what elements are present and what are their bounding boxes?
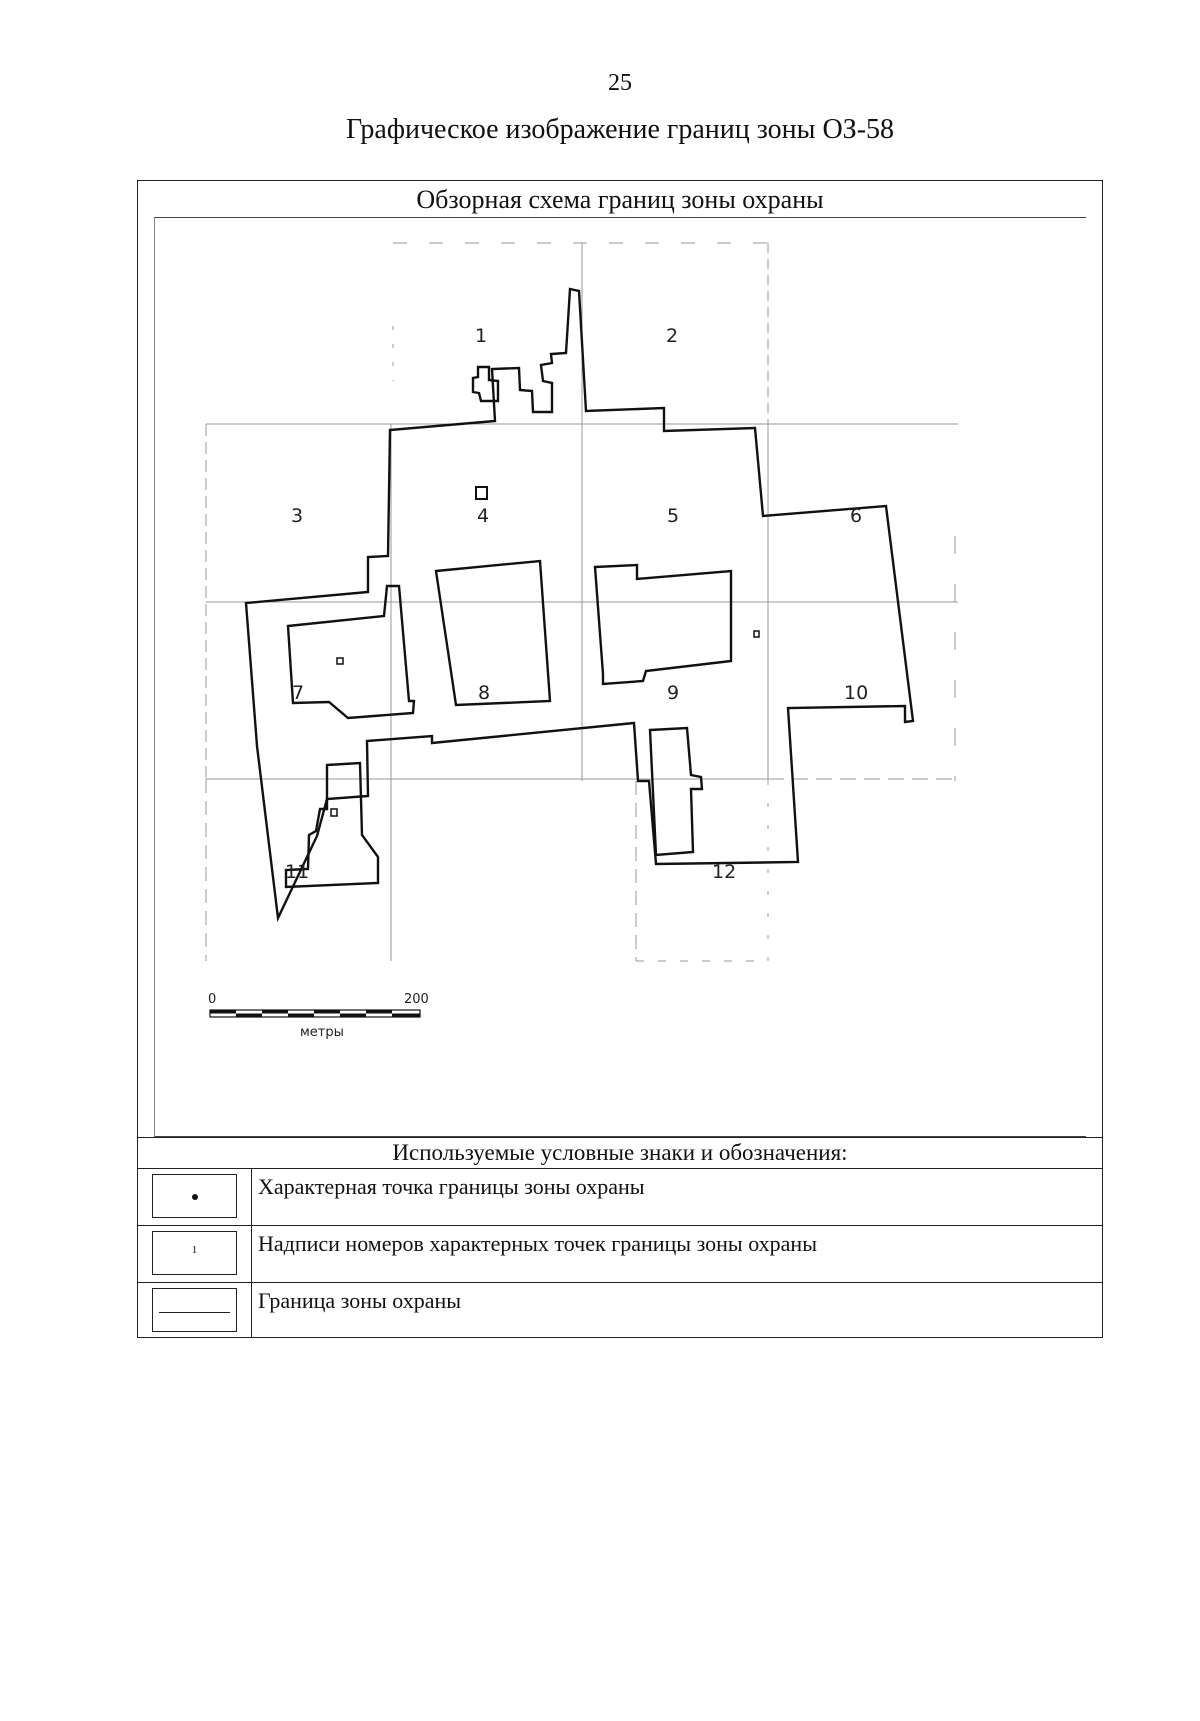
legend-description: Граница зоны охраны: [258, 1288, 462, 1313]
sheet-label: 2: [666, 325, 679, 347]
square-mark: [476, 487, 487, 499]
number-label-icon: 1: [191, 1244, 198, 1256]
sheet-label: 3: [291, 505, 304, 527]
page-number: 25: [608, 70, 632, 96]
sheet-label: 7: [292, 682, 305, 704]
sheet-label: 10: [844, 682, 869, 704]
point-marker-icon: [192, 1194, 198, 1200]
main-boundary-polygon: [246, 289, 913, 918]
map-sheet: [137, 180, 1103, 1338]
legend-description: Характерная точка границы зоны охраны: [258, 1174, 645, 1199]
courtyard-polygon: [436, 561, 550, 705]
sheet-label: 8: [478, 682, 491, 704]
overview-map: [138, 181, 1104, 1137]
sheet-label: 1: [475, 325, 488, 347]
courtyard-polygon: [650, 728, 702, 855]
sheet-label: 9: [667, 682, 680, 704]
courtyard-polygon: [595, 565, 731, 684]
scale-start-label: 0: [208, 992, 217, 1007]
legend-row: [138, 1169, 1102, 1226]
sheet-label: 5: [667, 505, 680, 527]
sheet-label: 11: [285, 861, 310, 883]
square-mark: [754, 631, 759, 637]
legend-row: [138, 1226, 1102, 1283]
legend-row: [138, 1283, 1102, 1337]
zone-boundary: [246, 289, 913, 918]
sheet-label: 6: [850, 505, 863, 527]
document-title: Графическое изображение границ зоны ОЗ-58: [345, 114, 895, 145]
sheet-labels: [285, 325, 868, 883]
scale-unit-label: метры: [300, 1025, 344, 1040]
legend-title: Используемые условные знаки и обозначения:: [138, 1137, 1102, 1169]
sheet-label: 4: [477, 505, 490, 527]
boundary-line-icon: [159, 1312, 230, 1313]
sheet-label: 12: [712, 861, 737, 883]
square-mark: [331, 809, 337, 816]
square-mark: [337, 658, 343, 664]
small-marks: [331, 487, 759, 816]
scale-bar: [208, 992, 429, 1040]
legend-description: Надписи номеров характерных точек границы зоны охраны: [258, 1231, 817, 1256]
courtyard-polygon: [288, 586, 414, 718]
scale-end-label: 200: [404, 992, 429, 1007]
map-title: Обзорная схема границ зоны охраны: [416, 185, 824, 214]
